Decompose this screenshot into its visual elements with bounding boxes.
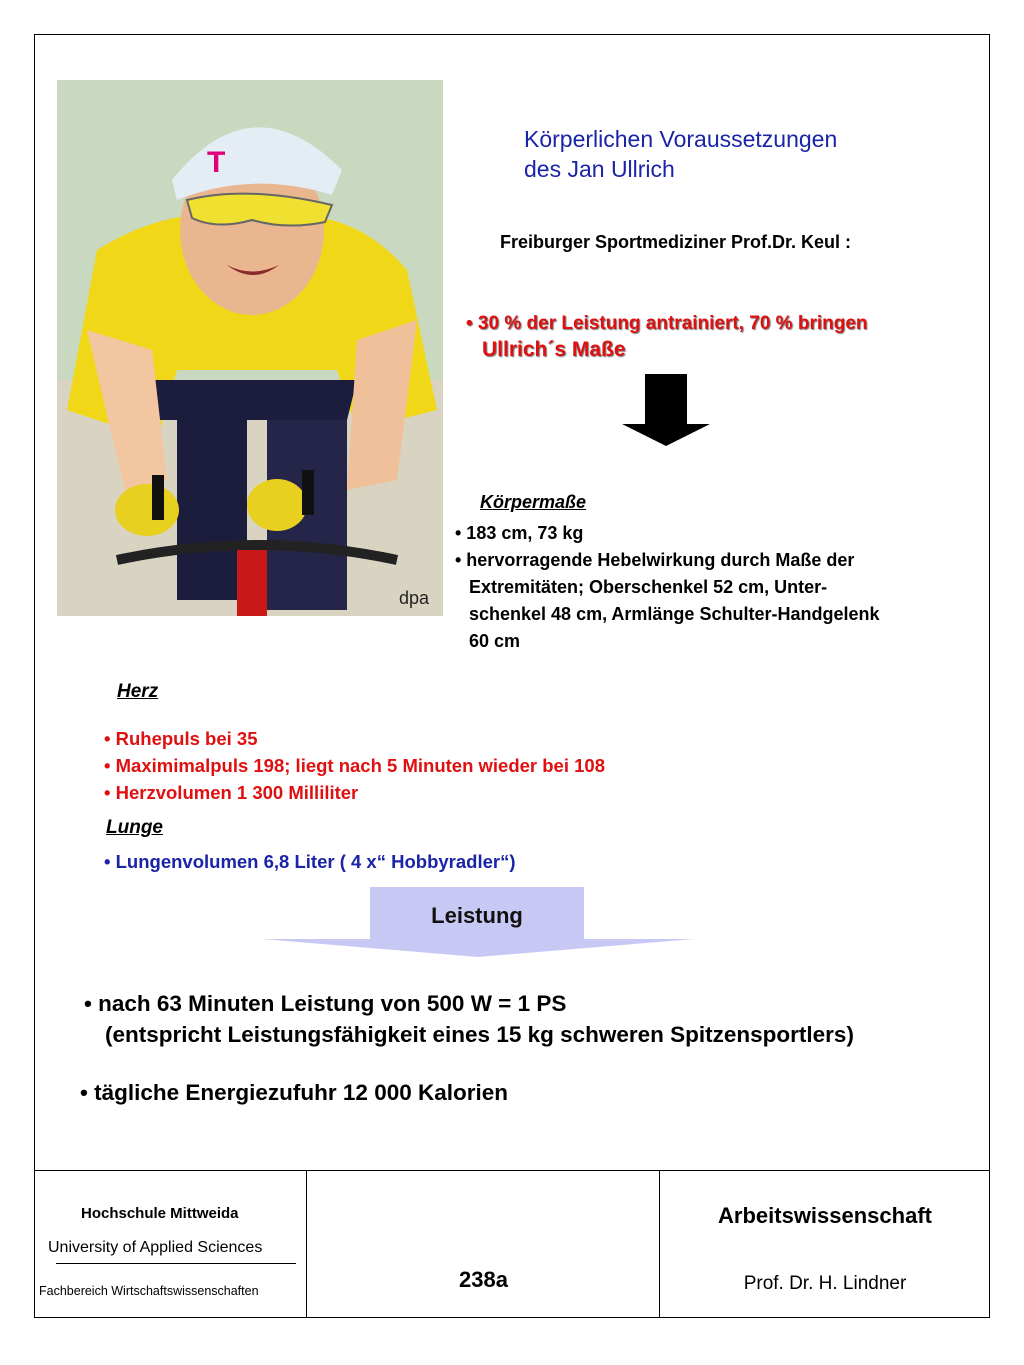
list-item-continuation: Extremitäten; Oberschenkel 52 cm, Unter- xyxy=(469,577,828,597)
claim-line-1: • 30 % der Leistung antrainiert, 70 % bringen xyxy=(466,313,868,334)
photo-credit: dpa xyxy=(399,588,430,608)
body-measurements-heading: Körpermaße xyxy=(480,492,587,512)
cyclist-photo xyxy=(57,80,443,616)
svg-text:T: T xyxy=(207,146,226,179)
heart-list xyxy=(104,725,605,806)
page-number: 238a xyxy=(459,1267,508,1292)
page-title xyxy=(524,124,837,184)
lung-item: • Lungenvolumen 6,8 Liter ( 4 x“ Hobbyradler“) xyxy=(104,851,516,872)
list-item: • hervorragende Hebelwirkung durch Maße der xyxy=(455,550,855,570)
university-name: Hochschule Mittweida xyxy=(81,1205,239,1222)
list-item: • Herzvolumen 1 300 Milliliter xyxy=(104,782,359,803)
title-line-1: Körperlichen Voraussetzungen xyxy=(524,126,838,152)
down-arrow-icon xyxy=(622,374,710,446)
footer xyxy=(34,1170,990,1318)
faculty: Fachbereich Wirtschaftswissenschaften xyxy=(39,1284,259,1298)
footer-course-cell xyxy=(660,1171,990,1318)
energy-item: • tägliche Energiezufuhr 12 000 Kalorien xyxy=(80,1080,509,1105)
claim-text xyxy=(466,311,868,363)
claim-line-2: Ullrich´s Maße xyxy=(482,338,626,361)
performance-label: Leistung xyxy=(431,903,523,928)
heart-heading: Herz xyxy=(117,681,159,702)
list-item-continuation: schenkel 48 cm, Armlänge Schulter-Handgelenk xyxy=(469,604,880,624)
divider xyxy=(56,1263,296,1264)
footer-university-cell xyxy=(34,1171,307,1318)
source-line: Freiburger Sportmediziner Prof.Dr. Keul : xyxy=(500,232,852,252)
university-english: University of Applied Sciences xyxy=(48,1239,263,1256)
list-item: • Ruhepuls bei 35 xyxy=(104,728,258,749)
list-item: • Maximimalpuls 198; liegt nach 5 Minuten wieder bei 108 xyxy=(104,755,605,776)
footer-page-cell xyxy=(307,1171,660,1318)
title-line-2: des Jan Ullrich xyxy=(524,156,675,182)
performance-item xyxy=(84,988,854,1050)
professor: Prof. Dr. H. Lindner xyxy=(743,1273,907,1294)
course-title: Arbeitswissenschaft xyxy=(718,1203,932,1228)
list-item-continuation: 60 cm xyxy=(469,631,521,651)
list-item: • nach 63 Minuten Leistung von 500 W = 1 PS xyxy=(84,991,567,1016)
lung-heading: Lunge xyxy=(106,817,163,838)
list-item-continuation: (entspricht Leistungsfähigkeit eines 15 kg schweren Spitzensportlers) xyxy=(105,1022,854,1047)
list-item: • 183 cm, 73 kg xyxy=(455,523,584,543)
body-measurements-list xyxy=(455,520,879,655)
